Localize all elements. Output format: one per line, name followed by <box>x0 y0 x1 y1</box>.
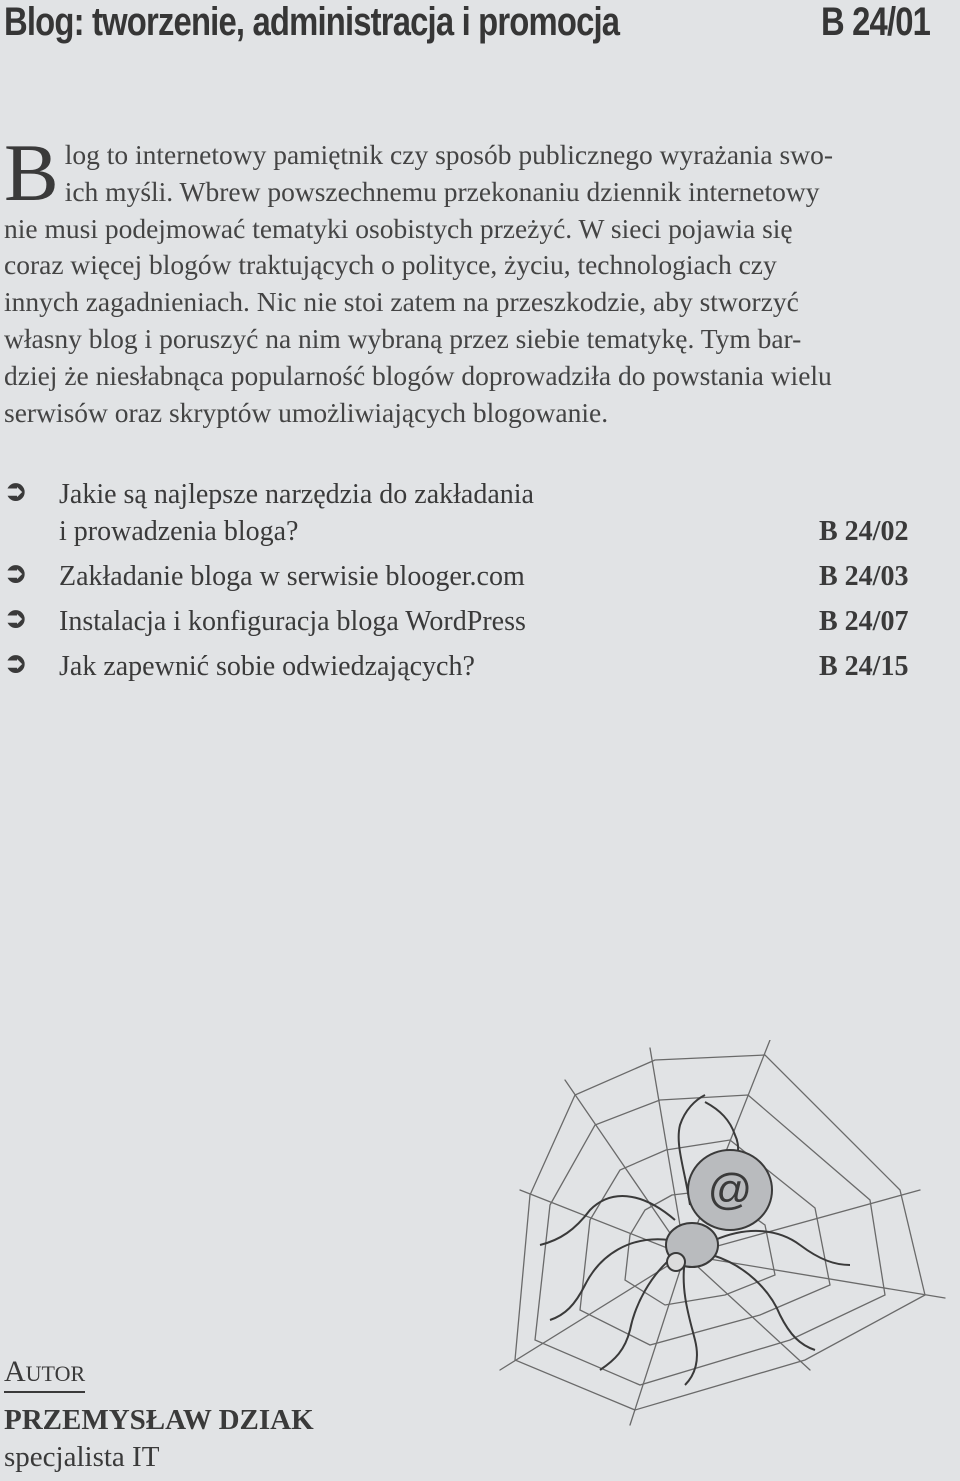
drop-cap: B <box>4 127 59 218</box>
intro-line: nie musi podejmować tematyki osobistych przeżyć. W sieci pojawia się <box>4 212 793 244</box>
arrow-right-icon: ➲ <box>4 558 28 589</box>
cross-reference-code[interactable]: B 24/07 <box>819 606 909 637</box>
cross-reference-title[interactable]: Instalacja i konfiguracja bloga WordPress <box>59 606 526 637</box>
section-code: B 24/01 <box>820 0 930 44</box>
intro-paragraph <box>4 127 924 431</box>
cross-reference-item[interactable] <box>0 558 930 595</box>
spider-web-icon <box>480 1040 950 1430</box>
at-symbol: @ <box>707 1165 753 1214</box>
author-heading: AUTOR <box>4 1355 85 1393</box>
cross-reference-title-line2[interactable]: i prowadzenia bloga? <box>59 516 299 547</box>
intro-line: log to internetowy pamiętnik czy sposób publicznego wyrażania swo- <box>64 139 833 170</box>
cross-reference-item[interactable] <box>0 603 930 640</box>
author-role: specjalista IT <box>4 1441 160 1473</box>
cross-reference-code[interactable]: B 24/15 <box>819 651 909 682</box>
intro-line: coraz więcej blogów traktujących o polityce, życiu, technologiach czy <box>4 249 777 281</box>
intro-line: własny blog i poruszyć na nim wybraną przez siebie tematykę. Tym bar- <box>4 322 802 354</box>
page-header <box>4 0 930 44</box>
arrow-right-icon: ➲ <box>4 603 28 634</box>
cross-reference-code[interactable]: B 24/02 <box>819 516 909 547</box>
page-title: Blog: tworzenie, administracja i promocja <box>4 0 620 44</box>
cross-reference-title[interactable]: Jakie są najlepsze narzędzia do zakładania <box>59 479 534 510</box>
intro-line: ich myśli. Wbrew powszechnemu przekonaniu dziennik internetowy <box>64 175 820 207</box>
cross-reference-code[interactable]: B 24/03 <box>819 561 909 592</box>
intro-line: innych zagadnieniach. Nic nie stoi zatem na przeszkodzie, aby stworzyć <box>4 286 799 318</box>
cross-reference-title[interactable]: Jak zapewnić sobie odwiedzających? <box>59 651 475 682</box>
cross-reference-title[interactable]: Zakładanie bloga w serwisie blooger.com <box>59 561 525 592</box>
arrow-right-icon: ➲ <box>4 476 28 507</box>
cross-reference-item[interactable] <box>0 648 930 685</box>
author-name: PRZEMYSŁAW DZIAK <box>4 1404 314 1436</box>
arrow-right-icon: ➲ <box>4 648 28 679</box>
cross-reference-item[interactable] <box>0 476 930 550</box>
intro-line: serwisów oraz skryptów umożliwiających blogowanie. <box>4 396 609 428</box>
intro-line: dziej że niesłabnąca popularność blogów doprowadziła do powstania wielu <box>4 359 832 391</box>
